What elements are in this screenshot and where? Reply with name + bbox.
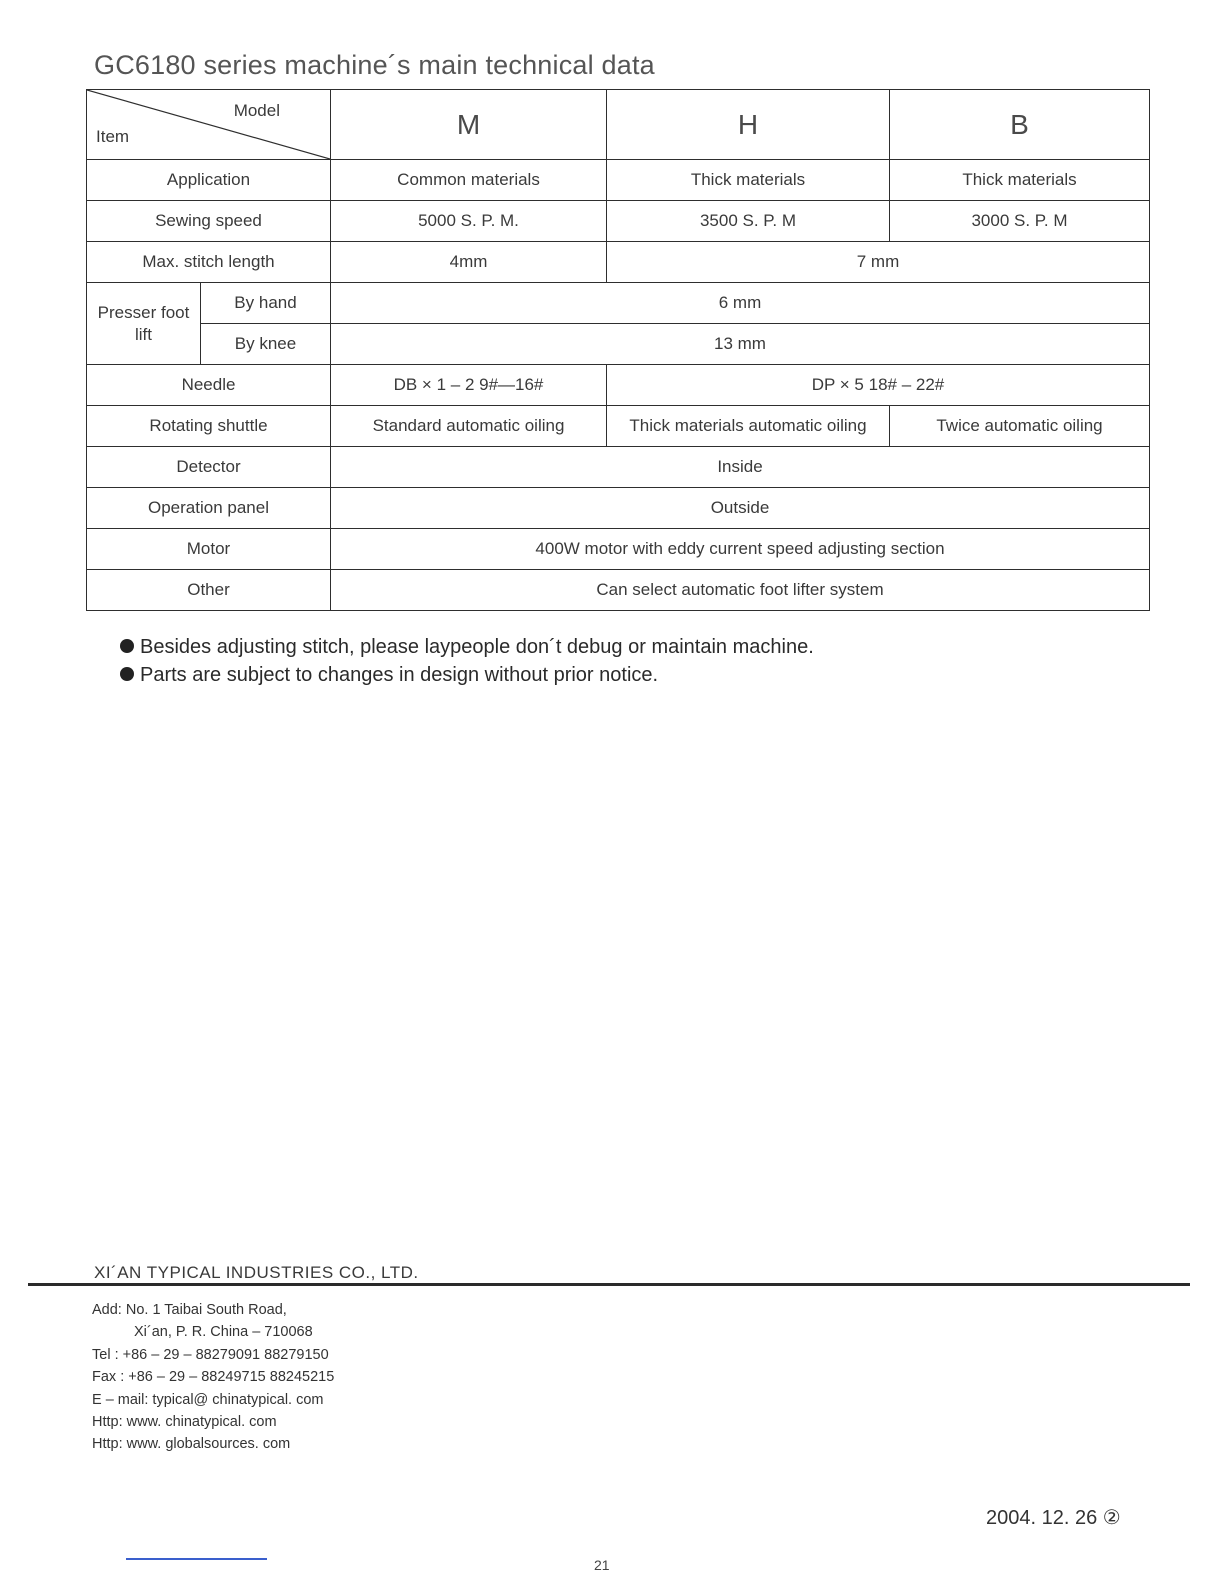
presser-foot-label-line2: lift — [135, 324, 152, 344]
table-header-row — [87, 90, 1150, 160]
rotating-shuttle-b: Twice automatic oiling — [890, 406, 1150, 447]
model-item-header-cell — [87, 90, 331, 160]
table-row-application — [87, 160, 1150, 201]
note-item — [120, 664, 814, 692]
application-h: Thick materials — [607, 160, 890, 201]
table-row-presser-by-knee — [87, 324, 1150, 365]
table-row-other — [87, 570, 1150, 611]
sewing-speed-label: Sewing speed — [87, 201, 331, 242]
contact-block — [92, 1299, 334, 1456]
note-text: Parts are subject to changes in design without prior notice. — [140, 664, 659, 686]
footer-divider — [28, 1283, 1190, 1286]
bullet-icon — [120, 639, 134, 653]
table-row-rotating-shuttle — [87, 406, 1150, 447]
operation-panel-label: Operation panel — [87, 488, 331, 529]
sewing-speed-h: 3500 S. P. M — [607, 201, 890, 242]
application-label: Application — [87, 160, 331, 201]
table-row-detector — [87, 447, 1150, 488]
by-knee-value: 13 mm — [331, 324, 1150, 365]
email-line: E – mail: typical@ chinatypical. com — [92, 1391, 324, 1408]
bullet-icon — [120, 667, 134, 681]
diagonal-divider — [87, 90, 330, 159]
address-line-2: Xi´an, P. R. China – 710068 — [134, 1324, 313, 1341]
table-row-motor — [87, 529, 1150, 570]
max-stitch-label: Max. stitch length — [87, 242, 331, 283]
other-value: Can select automatic foot lifter system — [331, 570, 1150, 611]
other-label: Other — [87, 570, 331, 611]
table-row-presser-by-hand — [87, 283, 1150, 324]
model-label: Model — [233, 101, 280, 120]
fax-line: Fax : +86 – 29 – 88249715 88245215 — [92, 1369, 335, 1386]
by-hand-label: By hand — [201, 283, 331, 324]
table-row-sewing-speed — [87, 201, 1150, 242]
needle-hb: DP × 5 18# – 22# — [607, 365, 1150, 406]
note-item — [120, 636, 814, 664]
by-hand-value: 6 mm — [331, 283, 1150, 324]
tel-line: Tel : +86 – 29 – 88279091 88279150 — [92, 1346, 329, 1363]
note-text: Besides adjusting stitch, please laypeople don´t debug or maintain machine. — [140, 636, 814, 658]
website-line-1: Http: www. chinatypical. com — [92, 1414, 277, 1431]
model-h-header: H — [607, 90, 890, 160]
bottom-link-underline — [126, 1558, 267, 1560]
website-line-2: Http: www. globalsources. com — [92, 1436, 291, 1453]
sewing-speed-b: 3000 S. P. M — [890, 201, 1150, 242]
by-knee-label: By knee — [201, 324, 331, 365]
notes-list — [120, 636, 814, 692]
detector-label: Detector — [87, 447, 331, 488]
max-stitch-hb: 7 mm — [607, 242, 1150, 283]
rotating-shuttle-h: Thick materials automatic oiling — [607, 406, 890, 447]
rotating-shuttle-label: Rotating shuttle — [87, 406, 331, 447]
detector-value: Inside — [331, 447, 1150, 488]
model-m-header: M — [331, 90, 607, 160]
company-name: XI´AN TYPICAL INDUSTRIES CO., LTD. — [94, 1263, 419, 1282]
page-title: GC6180 series machine´s main technical data — [94, 50, 655, 80]
address-line-1: Add: No. 1 Taibai South Road, — [92, 1302, 287, 1318]
model-b-header: B — [890, 90, 1150, 160]
needle-m: DB × 1 – 2 9#—16# — [331, 365, 607, 406]
table-row-operation-panel — [87, 488, 1150, 529]
item-label: Item — [96, 127, 130, 146]
motor-label: Motor — [87, 529, 331, 570]
document-date: 2004. 12. 26 ② — [986, 1507, 1121, 1529]
motor-value: 400W motor with eddy current speed adjusting section — [331, 529, 1150, 570]
needle-label: Needle — [87, 365, 331, 406]
page-number: 21 — [594, 1557, 610, 1573]
presser-foot-label — [87, 283, 201, 365]
operation-panel-value: Outside — [331, 488, 1150, 529]
presser-foot-label-line1: Presser foot — [97, 302, 190, 322]
application-b: Thick materials — [890, 160, 1150, 201]
max-stitch-m: 4mm — [331, 242, 607, 283]
table-row-needle — [87, 365, 1150, 406]
technical-data-table — [86, 89, 1150, 611]
sewing-speed-m: 5000 S. P. M. — [331, 201, 607, 242]
application-m: Common materials — [331, 160, 607, 201]
table-row-max-stitch — [87, 242, 1150, 283]
rotating-shuttle-m: Standard automatic oiling — [331, 406, 607, 447]
